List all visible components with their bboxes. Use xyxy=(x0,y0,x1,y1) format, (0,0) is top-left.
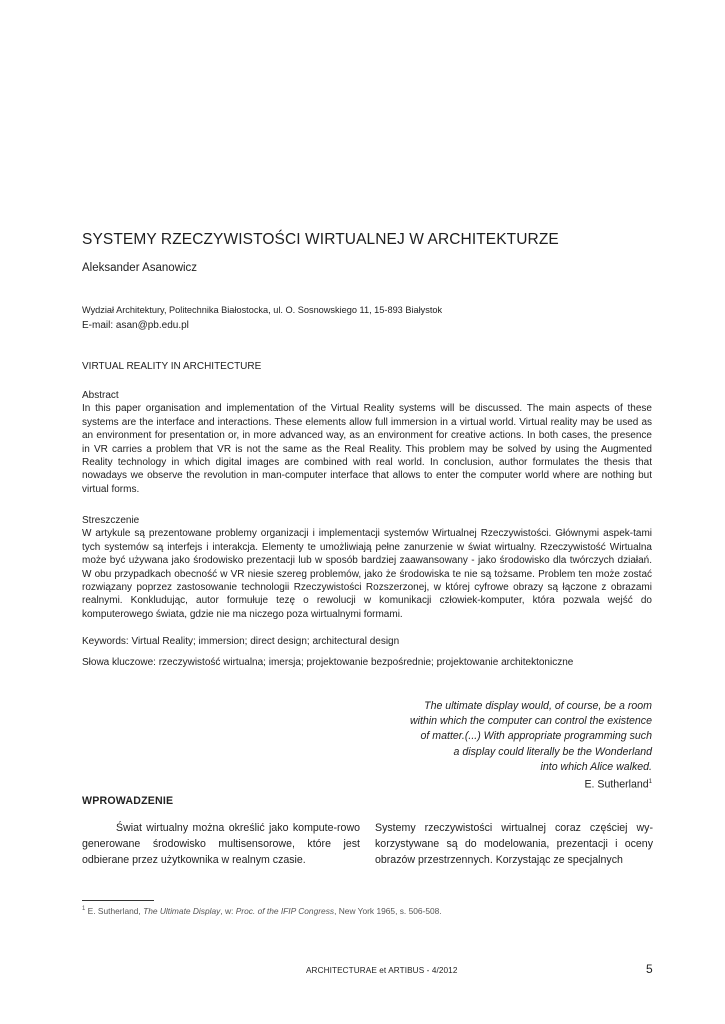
body-paragraph: Systemy rzeczywistości wirtualnej coraz częściej wy-korzystywane są do modelowania, prezentacji i oceny obrazów przestrzennych. Korzystając ze specjalnych xyxy=(375,822,653,866)
author-name: Aleksander Asanowicz xyxy=(82,262,198,274)
affiliation: Wydział Architektury, Politechnika Białostocka, ul. O. Sosnowskiego 11, 15-893 Białystok xyxy=(82,305,443,315)
body-column-left xyxy=(82,820,360,868)
footnote-title: The Ultimate Display xyxy=(143,906,221,916)
quote-author: E. Sutherland xyxy=(584,778,649,791)
journal-footer: ARCHITECTURAE et ARTIBUS - 4/2012 xyxy=(306,966,458,975)
quote-line: into which Alice walked. xyxy=(540,760,652,773)
quote-line: within which the computer can control the existence xyxy=(409,715,652,728)
streszczenie-heading: Streszczenie xyxy=(82,515,140,526)
keywords-en: Keywords: Virtual Reality; immersion; direct design; architectural design xyxy=(82,636,400,647)
quote-line: a display could literally be the Wonderland xyxy=(453,745,652,758)
body-paragraph: Świat wirtualny można określić jako kompute-rowo generowane środowisko multisensorowe, które jest odbierane przez użytkownika w realnym czasie. xyxy=(82,822,360,866)
abstract-block xyxy=(82,389,652,496)
footnote-ref[interactable]: 1 xyxy=(648,779,652,786)
quote-attribution xyxy=(362,775,652,793)
page-number: 5 xyxy=(646,962,653,976)
section-heading: WPROWADZENIE xyxy=(82,795,174,807)
quote-line: The ultimate display would, of course, be a room xyxy=(424,700,652,712)
footnote-rest: , New York 1965, s. 506-508. xyxy=(334,906,442,916)
author-email: E-mail: asan@pb.edu.pl xyxy=(82,320,189,331)
streszczenie-text: W artykule są prezentowane problemy organizacji i implementacji systemów Wirtualnej Rzeczywistości. Głównymi aspek-tami tych systemów są interfejs i interakcja. Elementy te umożliwiają pełne zanurzenie w świat wirtualny. Rzeczywistość Wirtualna może być używana jako środowisko prezentacji lub w sposób bardziej zaawansowany - jako środowisko dla twórczych działań. W obu przypadkach obecność w VR niesie szereg problemów, jako że środowiska te nie są tożsame. Problem ten może zostać rozwiązany poprzez zastosowanie technologii Rzeczywistości Rozszerzonej, w której cyfrowe obrazy są łączone z obrazami realnymi. Konkludując, autor formułuje tezę o rewolucji w komunikacji człowiek-komputer, która pozwala wejść do komputerowego świata, gdzie nie ma niczego poza wirtualnymi formami. xyxy=(82,528,652,620)
footnote-in: , w: xyxy=(220,906,234,916)
footnote xyxy=(82,906,442,916)
abstract-heading: Abstract xyxy=(82,390,119,401)
footnote-marker: 1 xyxy=(82,906,86,913)
streszczenie-block xyxy=(82,514,652,621)
english-title: VIRTUAL REALITY IN ARCHITECTURE xyxy=(82,361,262,372)
abstract-text: In this paper organisation and implementation of the Virtual Reality systems will be discussed. The main aspects of these systems are the interface and interactions. These elements allow full immersion in a virtual world. Virtual reality may be used as an environment for presentation or, in more advanced way, as an environment for creative actions. In both cases, the presence in VR carries a problem that VR is not the same as the Real Reality. This problem may be solved by using the Augmented Reality technology in which digital images are combined with real world. In conclusion, author formulates the thesis that nowadays we observe the revolution in man-computer interface that allows to enter the computer world where are nothing but virtual forms. xyxy=(82,403,652,495)
footnote-author: E. Sutherland, xyxy=(87,906,141,916)
footnote-proceedings: Proc. of the IFIP Congress xyxy=(235,906,335,916)
quote-line: of matter.(...) With appropriate programming such xyxy=(420,730,652,743)
body-column-right xyxy=(375,820,653,868)
article-title: SYSTEMY RZECZYWISTOŚCI WIRTUALNEJ W ARCHITEKTURZE xyxy=(82,231,559,248)
epigraph-quote xyxy=(362,699,652,793)
keywords-pl: Słowa kluczowe: rzeczywistość wirtualna; imersja; projektowanie bezpośrednie; projektowanie architektoniczne xyxy=(82,657,574,668)
footnote-divider xyxy=(82,900,154,901)
